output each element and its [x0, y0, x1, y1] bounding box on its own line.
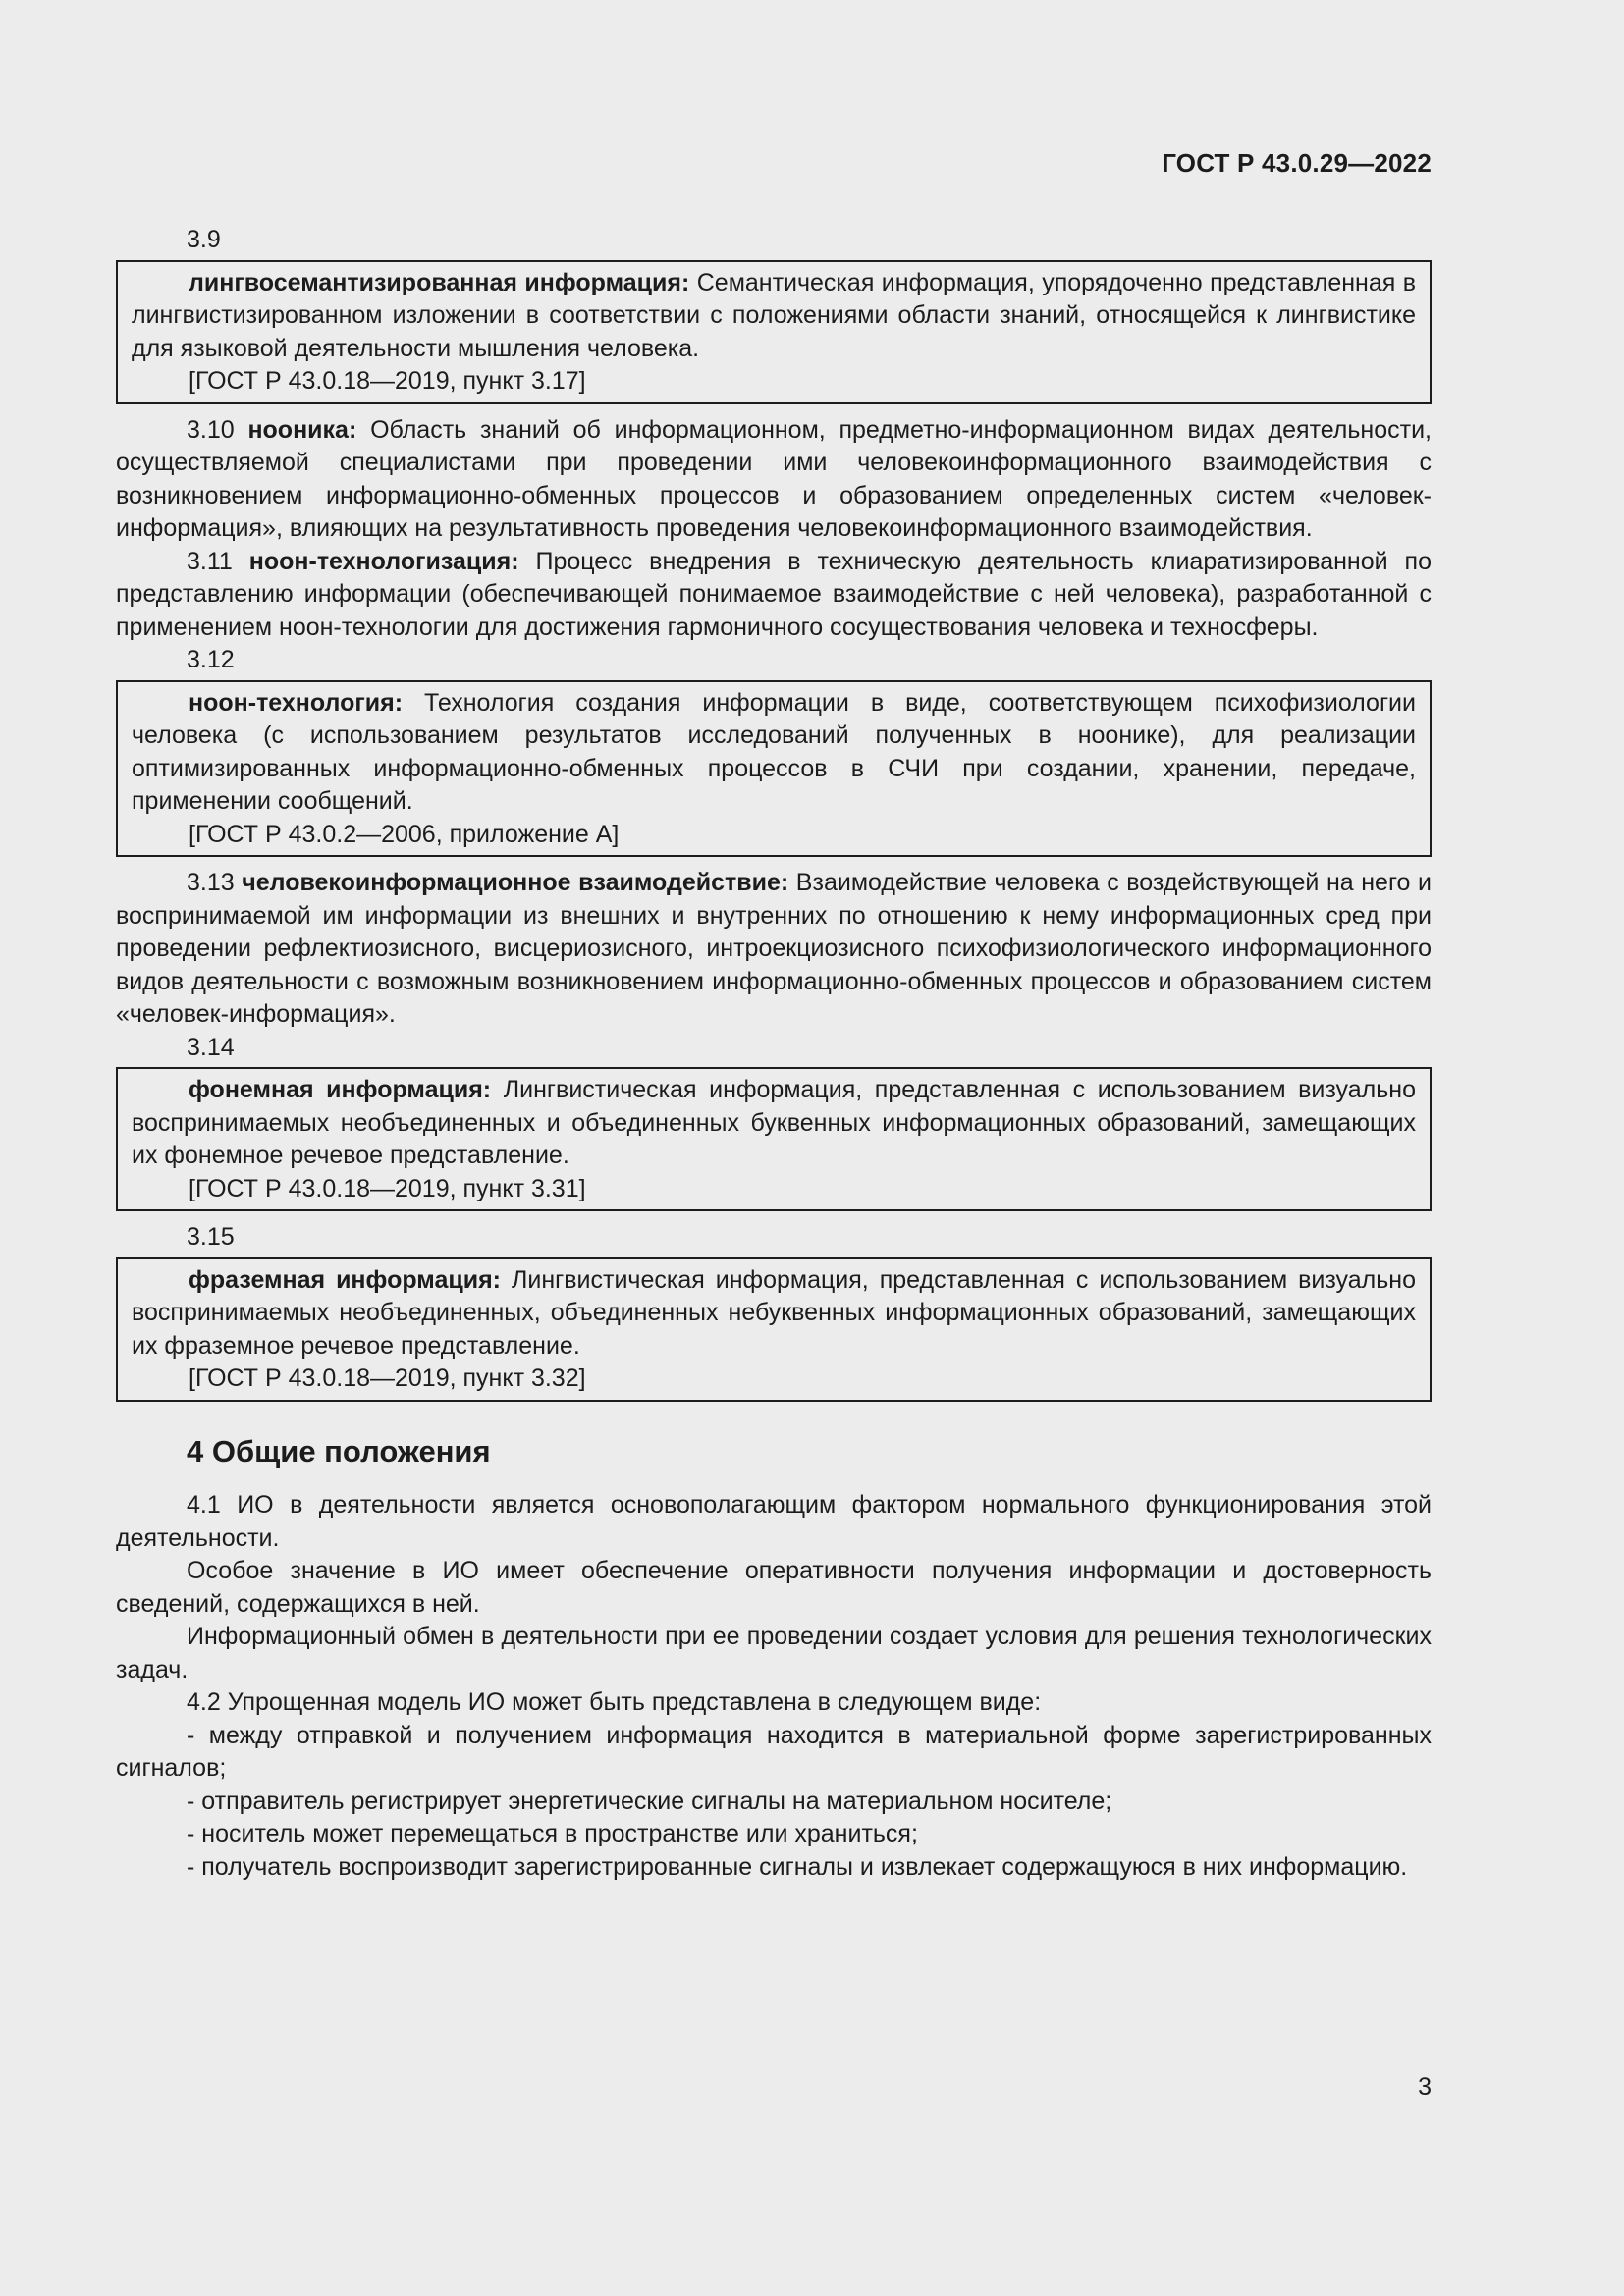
list-item: - между отправкой и получением информация находится в материальной форме зарегистрированных сигналов;	[116, 1721, 1432, 1782]
definition-number-3-14: 3.14	[187, 1033, 235, 1061]
content	[116, 224, 1432, 1884]
definition-text-3-9: лингвосемантизированная информация: Семантическая информация, упорядоченно представленная в лингвистизированном изложении в соответствии с положениями области знаний, относящейся к лингвистике для языковой деятельности мышления человека.	[132, 268, 1416, 362]
definition-text-3-12: ноон-технология: Технология создания информации в виде, соответствующем психофизиологии человека (с использованием результатов исследований полученных в ноонике), для реализации оптимизированных информационно-обменных процессов в СЧИ при создании, хранении, передаче, применении сообщений.	[132, 688, 1416, 815]
list-item: - носитель может перемещаться в пространстве или храниться;	[187, 1820, 918, 1847]
paragraph: Особое значение в ИО имеет обеспечение оперативности получения информации и достоверность сведений, содержащихся в ней.	[116, 1557, 1432, 1618]
paragraph-4-2: 4.2 Упрощенная модель ИО может быть представлена в следующем виде:	[187, 1688, 1042, 1716]
definition-source-3-12: [ГОСТ Р 43.0.2—2006, приложение А]	[189, 820, 620, 848]
definition-box-3-12	[116, 680, 1432, 858]
definition-source-3-9: [ГОСТ Р 43.0.18—2019, пункт 3.17]	[189, 367, 586, 395]
definition-number-3-15: 3.15	[187, 1223, 235, 1251]
definition-source-3-14: [ГОСТ Р 43.0.18—2019, пункт 3.31]	[189, 1174, 586, 1202]
paragraph: Информационный обмен в деятельности при ее проведении создает условия для решения технологических задач.	[116, 1623, 1432, 1683]
page-number: 3	[1418, 2073, 1432, 2101]
list-item: - получатель воспроизводит зарегистрированные сигналы и извлекает содержащуюся в них информацию.	[187, 1852, 1408, 1881]
list-item: - отправитель регистрирует энергетические сигналы на материальном носителе;	[187, 1787, 1112, 1815]
definition-box-3-15	[116, 1257, 1432, 1402]
definition-text-3-15: фраземная информация: Лингвистическая информация, представленная с использованием визуально воспринимаемых необъединенных, объединенных небуквенных информационных образований, замещающих их фраземное речевое представление.	[132, 1265, 1416, 1360]
document-header: ГОСТ Р 43.0.29—2022	[1162, 148, 1432, 178]
definition-source-3-15: [ГОСТ Р 43.0.18—2019, пункт 3.32]	[189, 1364, 586, 1392]
paragraph-4-1: 4.1 ИО в деятельности является основополагающим фактором нормального функционирования этой деятельности.	[116, 1491, 1432, 1552]
section-title: 4 Общие положения	[187, 1433, 491, 1468]
definition-3-13: 3.13 человекоинформационное взаимодействие: Взаимодействие человека с воздействующей на него и воспринимаемой им информации из внешних и внутренних по отношению к нему информационных сред при проведении рефлектиозисного, висцериозисного, интроекциозисного психофизиологического информационного видов деятельности с возможным возникновением информационно-обменных процессов и образованием систем «человек-информация».	[116, 869, 1432, 1028]
definition-number-3-12: 3.12	[187, 646, 235, 673]
definition-text-3-14: фонемная информация: Лингвистическая информация, представленная с использованием визуально воспринимаемых необъединенных и объединенных буквенных информационных образований, замещающих их фонемное речевое представление.	[132, 1076, 1417, 1169]
definition-box-3-14	[116, 1067, 1432, 1211]
definition-box-3-9	[116, 260, 1432, 404]
definition-number-3-9: 3.9	[187, 226, 221, 253]
definition-3-10: 3.10 нооника: Область знаний об информационном, предметно-информационном видах деятельности, осуществляемой специалистами при проведении ими человекоинформационного взаимодействия с возникновением информационно-обменных процессов и образованием определенных систем «человек-информация», влияющих на результативность проведения человекоинформационного взаимодействия.	[116, 415, 1432, 542]
definition-3-11: 3.11 ноон-технологизация: Процесс внедрения в техническую деятельность клиаратизированной по представлению информации (обеспечивающей понимаемое взаимодействие с ней человека), разработанной с применением ноон-технологии для достижения гармоничного сосуществования человека и техносферы.	[116, 547, 1432, 641]
